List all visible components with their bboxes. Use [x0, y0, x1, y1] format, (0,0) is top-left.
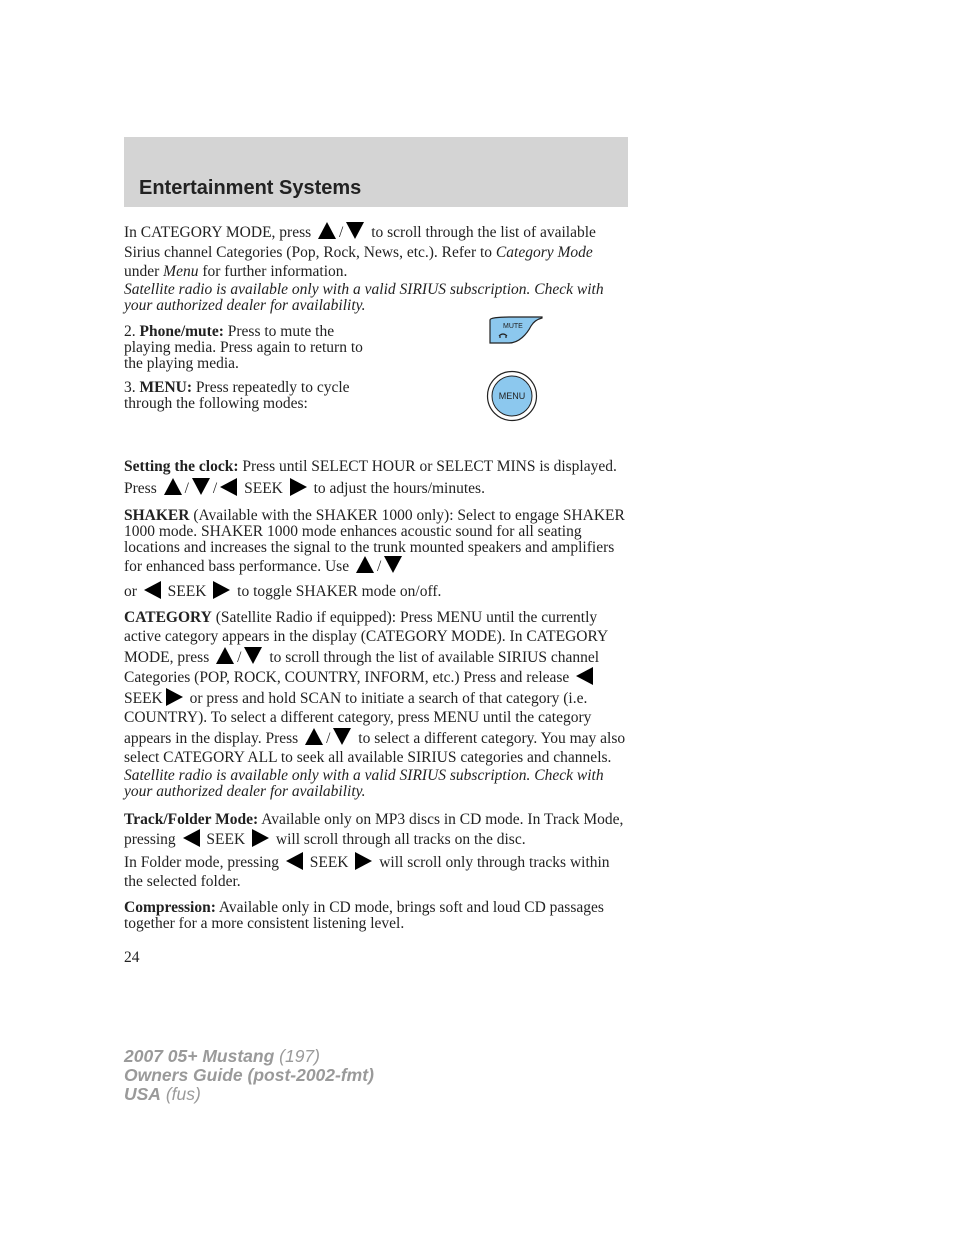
folder-mode-paragraph: [124, 852, 629, 892]
footer-line-2: Owners Guide (post-2002-fmt): [124, 1065, 374, 1085]
category-text: to scroll through the list of available SIRIUS channel Categories (POP, ROCK, COUNTRY, INFORM, etc.) Press and release: [124, 648, 600, 686]
intro-text: In CATEGORY MODE, press: [124, 224, 312, 241]
intro-satellite-note: Satellite radio is available only with a valid SIRIUS subscription. Check with your authorized dealer for availability.: [124, 280, 604, 314]
clock-paragraph: Setting the clock: Press until SELECT HOUR or SELECT MINS is displayed. Press / / SEEK to adjust the hours/minutes.: [124, 457, 617, 497]
footer-market-code: (fus): [160, 1084, 201, 1104]
category-paragraph: CATEGORY (Satellite Radio if equipped): Press MENU until the currently active category appears in the display (CATEGORY MODE). In CATEGORY MODE, press / to scroll through the list of available SIRIUS channel Categories (POP, ROCK, COUNTRY, INFORM, etc.) Press and release SEEK or press and hold SCAN to initiate a search of that category (i.e. COUNTRY). To select a different category, press MENU until the category appears in the display. Press / to select a different category. You may also select CATEGORY ALL to seek all available SIRIUS categories and channels.: [124, 608, 626, 766]
track-folder-text: Available only on MP3 discs in CD mode. In Track Mode, pressing: [124, 810, 624, 848]
clock-text: to adjust the hours/minutes.: [309, 479, 485, 497]
intro-emphasis: Menu: [163, 263, 199, 280]
right-arrow-icon: [290, 478, 307, 496]
seek-label: SEEK: [167, 582, 207, 600]
up-arrow-icon: [305, 728, 323, 745]
seek-label: SEEK: [309, 853, 349, 871]
seek-label: SEEK: [244, 479, 283, 497]
main-content: [124, 222, 629, 966]
clock-label: Setting the clock:: [124, 457, 239, 475]
section-title: Entertainment Systems: [139, 177, 362, 199]
item-number: 3.: [124, 378, 140, 396]
category-text: to select a different category. You may also select CATEGORY ALL to seek all available SIRIUS categories and channels.: [124, 729, 626, 766]
down-arrow-icon: [384, 556, 402, 573]
down-arrow-icon: [244, 647, 262, 664]
shaker-paragraph: SHAKER (Available with the SHAKER 1000 only): Select to engage SHAKER 1000 mode. SHAKER 1000 mode enhances acoustic sound for all seating locations and increases the signal to the trunk mounted speakers and amplifiers for enhanced bass performance. Use / or SEEK to toggle SHAKER mode on/off.: [124, 506, 625, 600]
intro-emphasis: Category Mode: [495, 243, 593, 261]
item-text: Press repeatedly to cycle through the following modes:: [124, 378, 350, 412]
category-satellite-note: Satellite radio is available only with a valid SIRIUS subscription. Check with your authorized dealer for availability.: [124, 766, 604, 800]
down-arrow-icon: [192, 478, 210, 495]
item-text: Press to mute the playing media. Press again to return to the playing media.: [124, 322, 363, 372]
section-header-band: [124, 137, 628, 207]
footer-line-1: [124, 1047, 374, 1066]
shaker-text: to toggle SHAKER mode on/off.: [233, 582, 442, 600]
seek-label: SEEK: [124, 689, 163, 707]
track-folder-text: will scroll through all tracks on the disc.: [272, 831, 526, 848]
right-arrow-icon: [213, 581, 230, 599]
up-arrow-icon: [216, 647, 234, 664]
intro-paragraph: [124, 222, 629, 282]
separator: /: [339, 224, 344, 241]
category-text: or press and hold SCAN to initiate a search of that category (i.e. COUNTRY). To select a different category, press MENU until the category appears in the display. Press: [124, 689, 592, 747]
track-folder-text: In Folder mode, pressing: [124, 853, 279, 871]
shaker-label: SHAKER: [124, 506, 190, 524]
category-label: CATEGORY: [124, 608, 212, 626]
down-arrow-icon: [333, 728, 351, 745]
right-arrow-icon: [252, 829, 269, 847]
intro-text: to scroll through the list of available Sirius channel Categories (Pop, Rock, News, etc.). Refer to: [124, 224, 596, 261]
seek-label: SEEK: [206, 831, 246, 848]
category-text: (Satellite Radio if equipped): Press MENU until the currently active category appears in the display (CATEGORY MODE). In CATEGORY MODE, press: [124, 608, 608, 666]
document-footer: [124, 1047, 374, 1104]
down-arrow-icon: [346, 222, 364, 239]
shaker-text: (Available with the SHAKER 1000 only): Select to engage SHAKER 1000 mode. SHAKER 1000 mode enhances acoustic sound for all seating locations and increases the signal to the trunk mounted speakers and amplifiers for enhanced bass performance. Use: [124, 506, 625, 575]
footer-line-3: [124, 1085, 374, 1104]
up-arrow-icon: [356, 556, 374, 573]
compression-text: Available only in CD mode, brings soft and loud CD passages together for a more consistent listening level.: [124, 898, 604, 932]
intro-text: under: [124, 263, 164, 280]
track-folder-paragraph: [124, 810, 629, 850]
footer-model: 2007 05+ Mustang: [124, 1046, 275, 1066]
item-number: 2.: [124, 322, 140, 340]
left-arrow-icon: [183, 829, 200, 847]
item-label: MENU:: [139, 378, 193, 396]
right-arrow-icon: [166, 688, 183, 706]
footer-code: (197): [274, 1046, 320, 1066]
intro-text: for further information.: [198, 263, 348, 280]
compression-paragraph: [124, 900, 629, 932]
item-label: Phone/mute:: [139, 322, 224, 340]
menu-item: [124, 380, 384, 412]
footer-market: USA: [124, 1084, 161, 1104]
menu-icon-label: MENU: [498, 391, 526, 401]
clock-text: Press until SELECT HOUR or SELECT MINS is displayed. Press: [124, 457, 617, 497]
compression-label: Compression:: [124, 898, 216, 916]
shaker-text: or: [124, 582, 137, 600]
left-arrow-icon: [220, 478, 237, 496]
right-arrow-icon: [355, 852, 372, 870]
track-folder-text: will scroll only through tracks within the selected folder.: [124, 853, 610, 890]
up-arrow-icon: [164, 478, 182, 495]
mute-icon-label: MUTE: [503, 323, 523, 330]
left-arrow-icon: [144, 581, 161, 599]
track-folder-label: Track/Folder Mode:: [124, 810, 259, 828]
page-number: 24: [124, 948, 140, 966]
left-arrow-icon: [286, 852, 303, 870]
left-arrow-icon: [576, 667, 593, 685]
up-arrow-icon: [318, 222, 336, 239]
phone-mute-item: [124, 324, 384, 372]
